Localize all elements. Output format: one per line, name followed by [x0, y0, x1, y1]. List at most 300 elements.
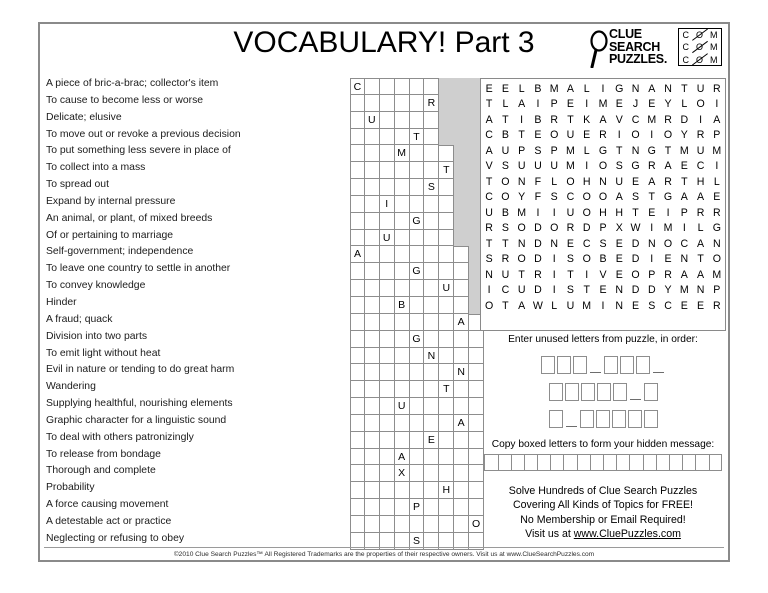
crossword-cell[interactable]	[395, 196, 410, 213]
word-search-letter[interactable]: T	[485, 175, 493, 188]
crossword-cell[interactable]	[410, 78, 425, 95]
word-search-letter[interactable]: O	[566, 175, 575, 188]
word-search-letter[interactable]: S	[566, 253, 574, 266]
crossword-cell[interactable]	[365, 432, 380, 449]
word-search-letter[interactable]: E	[680, 160, 688, 173]
crossword-cell[interactable]	[439, 516, 454, 533]
word-search-letter[interactable]: E	[566, 98, 574, 111]
word-search-letter[interactable]: I	[617, 129, 621, 142]
word-search-letter[interactable]: A	[713, 113, 721, 126]
crossword-cell[interactable]	[380, 381, 395, 398]
crossword-cell[interactable]	[424, 465, 439, 482]
crossword-cell[interactable]	[424, 78, 439, 95]
crossword-cell[interactable]	[424, 196, 439, 213]
word-search-letter[interactable]: W	[532, 299, 543, 312]
crossword-cell[interactable]	[454, 482, 469, 499]
word-search-letter[interactable]: E	[631, 175, 640, 188]
crossword-cell[interactable]: E	[424, 432, 439, 449]
crossword-cell[interactable]	[395, 78, 410, 95]
word-search-letter[interactable]: M	[663, 222, 673, 235]
word-search-letter[interactable]: E	[485, 82, 493, 95]
crossword-cell[interactable]	[380, 364, 395, 381]
word-search-letter[interactable]: T	[567, 268, 574, 281]
word-search-letter[interactable]: D	[647, 284, 656, 297]
crossword-cell[interactable]	[380, 246, 395, 263]
word-search-letter[interactable]: U	[566, 129, 575, 142]
crossword-cell[interactable]: N	[424, 348, 439, 365]
hidden-message-box[interactable]	[709, 454, 722, 471]
unused-letter-box-rows[interactable]	[480, 349, 726, 428]
crossword-cell[interactable]	[350, 381, 365, 398]
crossword-cell[interactable]	[380, 331, 395, 348]
word-search-letter[interactable]: U	[566, 299, 575, 312]
hidden-message-box[interactable]	[498, 454, 511, 471]
crossword-cell[interactable]	[350, 331, 365, 348]
crossword-cell[interactable]	[380, 95, 395, 112]
crossword-cell[interactable]	[350, 348, 365, 365]
word-search-letter[interactable]: F	[534, 191, 542, 204]
crossword-cell[interactable]	[350, 516, 365, 533]
word-search-letter[interactable]: I	[682, 222, 686, 235]
unused-letter-box[interactable]	[612, 410, 626, 428]
crossword-cell[interactable]	[395, 482, 410, 499]
crossword-cell[interactable]	[439, 145, 454, 162]
crossword-cell[interactable]	[350, 263, 365, 280]
crossword-cell[interactable]	[424, 516, 439, 533]
crossword-cell[interactable]: T	[439, 162, 454, 179]
word-search-letter[interactable]: R	[664, 268, 672, 281]
crossword-cell[interactable]: A	[350, 246, 365, 263]
word-search-letter[interactable]: W	[630, 222, 641, 235]
word-search-letter[interactable]: Y	[664, 98, 672, 111]
word-search-letter[interactable]: A	[697, 237, 705, 250]
word-search-letter[interactable]: L	[502, 98, 509, 111]
word-search-letter[interactable]: I	[601, 299, 605, 312]
crossword-cell[interactable]	[395, 348, 410, 365]
hidden-message-box[interactable]	[629, 454, 642, 471]
word-search-letter[interactable]: I	[585, 98, 589, 111]
word-search-letter[interactable]: O	[712, 253, 721, 266]
hidden-message-boxes[interactable]	[480, 454, 726, 471]
word-search-letter[interactable]: T	[502, 299, 509, 312]
word-search-letter[interactable]: A	[680, 191, 688, 204]
crossword-cell[interactable]	[350, 482, 365, 499]
crossword-cell[interactable]	[410, 297, 425, 314]
crossword-cell[interactable]	[439, 499, 454, 516]
word-search-letter[interactable]: R	[696, 206, 705, 219]
word-search-letter[interactable]: I	[715, 160, 719, 173]
crossword-cell[interactable]	[350, 415, 365, 432]
hidden-message-box[interactable]	[682, 454, 695, 471]
word-search-letter[interactable]: L	[518, 82, 525, 95]
word-search-letter[interactable]: C	[485, 129, 493, 142]
word-search-letter[interactable]: E	[664, 253, 672, 266]
word-search-letter[interactable]: M	[566, 160, 575, 173]
crossword-cell[interactable]	[365, 381, 380, 398]
crossword-cell[interactable]	[350, 230, 365, 247]
crossword-cell[interactable]	[365, 482, 380, 499]
crossword-cell[interactable]	[380, 465, 395, 482]
unused-letter-box[interactable]	[628, 410, 642, 428]
crossword-cell[interactable]: O	[469, 516, 484, 533]
crossword-cell[interactable]	[454, 432, 469, 449]
word-search-letter[interactable]: U	[501, 268, 510, 281]
word-search-letter[interactable]: I	[666, 206, 670, 219]
crossword-cell[interactable]	[410, 465, 425, 482]
word-search-letter[interactable]: O	[501, 175, 510, 188]
word-search-letter[interactable]: P	[550, 98, 558, 111]
crossword-cell[interactable]	[365, 129, 380, 146]
word-search-letter[interactable]: T	[664, 144, 672, 157]
hidden-message-box[interactable]	[643, 454, 656, 471]
unused-letter-box[interactable]	[613, 383, 627, 401]
word-search-letter[interactable]: T	[632, 206, 639, 219]
word-search-letter[interactable]: L	[551, 299, 558, 312]
crossword-cell[interactable]: R	[424, 95, 439, 112]
crossword-cell[interactable]	[365, 449, 380, 466]
word-search-letter[interactable]: L	[551, 175, 558, 188]
word-search-letter[interactable]: N	[485, 268, 493, 281]
crossword-cell[interactable]	[424, 162, 439, 179]
word-search-letter[interactable]: A	[599, 113, 607, 126]
word-search-letter[interactable]: L	[583, 82, 590, 95]
crossword-cell[interactable]	[380, 263, 395, 280]
crossword-cell[interactable]	[365, 348, 380, 365]
word-search-letter[interactable]: R	[534, 268, 542, 281]
crossword-cell[interactable]	[439, 449, 454, 466]
word-search-letter[interactable]: M	[679, 284, 689, 297]
word-search-letter[interactable]: O	[550, 222, 559, 235]
word-search-letter[interactable]: T	[567, 113, 574, 126]
word-search-letter[interactable]: D	[631, 284, 640, 297]
crossword-cell[interactable]	[424, 263, 439, 280]
word-search-letter[interactable]: T	[583, 284, 590, 297]
word-search-letter[interactable]: N	[664, 82, 672, 95]
crossword-cell[interactable]	[350, 129, 365, 146]
crossword-cell[interactable]	[439, 263, 454, 280]
unused-letter-box[interactable]	[596, 410, 610, 428]
word-search-letter[interactable]: N	[550, 237, 559, 250]
word-search-letter[interactable]: D	[631, 253, 640, 266]
word-search-letter[interactable]: R	[550, 113, 559, 126]
crossword-cell[interactable]	[395, 280, 410, 297]
crossword-cell[interactable]	[395, 129, 410, 146]
word-search-letter[interactable]: N	[599, 175, 607, 188]
word-search-letter[interactable]: I	[536, 206, 540, 219]
crossword-cell[interactable]	[424, 246, 439, 263]
word-search-letter[interactable]: A	[697, 268, 705, 281]
crossword-cell[interactable]	[410, 246, 425, 263]
crossword-cell[interactable]: U	[439, 280, 454, 297]
word-search-letter[interactable]: U	[534, 160, 542, 173]
word-search-letter[interactable]: N	[713, 237, 721, 250]
word-search-letter[interactable]: C	[501, 284, 510, 297]
crossword-cell[interactable]	[424, 398, 439, 415]
crossword-cell[interactable]	[380, 213, 395, 230]
crossword-cell[interactable]	[439, 364, 454, 381]
hidden-message-box[interactable]	[511, 454, 524, 471]
crossword-cell[interactable]	[365, 78, 380, 95]
word-search-letter[interactable]: O	[598, 191, 608, 204]
crossword-cell[interactable]	[454, 398, 469, 415]
word-search-letter[interactable]: M	[647, 113, 657, 126]
word-search-letter[interactable]: E	[631, 299, 640, 312]
word-search-letter[interactable]: I	[585, 160, 589, 173]
crossword-cell[interactable]	[365, 179, 380, 196]
word-search-letter[interactable]: A	[648, 82, 656, 95]
crossword-cell[interactable]	[395, 331, 410, 348]
word-search-letter[interactable]: I	[715, 98, 719, 111]
crossword-cell[interactable]	[454, 465, 469, 482]
word-search-letter[interactable]: U	[566, 206, 575, 219]
unused-letter-box[interactable]	[565, 383, 579, 401]
crossword-cell[interactable]	[350, 162, 365, 179]
crossword-cell[interactable]	[395, 230, 410, 247]
word-search-letter[interactable]: S	[615, 160, 623, 173]
word-search-letter[interactable]: E	[648, 98, 656, 111]
word-search-letter[interactable]: C	[631, 113, 640, 126]
word-search-letter[interactable]: I	[650, 129, 654, 142]
word-search-letter[interactable]: A	[648, 175, 656, 188]
hidden-message-box[interactable]	[669, 454, 682, 471]
word-search-letter[interactable]: H	[615, 206, 624, 219]
hidden-message-box[interactable]	[577, 454, 590, 471]
word-search-letter[interactable]: V	[599, 268, 607, 281]
word-search-letter[interactable]: E	[501, 82, 509, 95]
hidden-message-box[interactable]	[563, 454, 576, 471]
word-search-letter[interactable]: N	[696, 284, 705, 297]
hidden-message-box[interactable]	[656, 454, 669, 471]
unused-letter-box[interactable]	[620, 356, 634, 374]
word-search-letter[interactable]: E	[615, 268, 623, 281]
crossword-cell[interactable]: C	[350, 78, 365, 95]
unused-letter-box[interactable]	[644, 383, 658, 401]
word-search-letter[interactable]: E	[680, 299, 688, 312]
crossword-cell[interactable]	[439, 314, 454, 331]
crossword-cell[interactable]	[380, 112, 395, 129]
crossword-cell[interactable]	[439, 230, 454, 247]
word-search-letter[interactable]: F	[534, 175, 542, 188]
crossword-cell[interactable]	[380, 78, 395, 95]
word-search-letter[interactable]: B	[599, 253, 607, 266]
word-search-letter[interactable]: I	[601, 82, 605, 95]
word-search-letter[interactable]: I	[552, 206, 556, 219]
crossword-cell[interactable]	[350, 297, 365, 314]
word-search-letter[interactable]: C	[664, 299, 672, 312]
crossword-cell[interactable]	[410, 482, 425, 499]
word-search-letter[interactable]: U	[696, 82, 705, 95]
crossword-cell[interactable]	[395, 112, 410, 129]
word-search-letter[interactable]: R	[713, 82, 721, 95]
word-search-letter[interactable]: V	[615, 113, 623, 126]
word-search-letter[interactable]: N	[615, 299, 624, 312]
crossword-cell[interactable]: U	[395, 398, 410, 415]
crossword-cell[interactable]	[410, 432, 425, 449]
word-search-letter[interactable]: A	[518, 98, 526, 111]
word-search-letter[interactable]: C	[696, 160, 705, 173]
hidden-message-box[interactable]	[695, 454, 708, 471]
crossword-cell[interactable]	[380, 162, 395, 179]
crossword-cell[interactable]	[350, 465, 365, 482]
crossword-cell[interactable]	[350, 449, 365, 466]
word-search-letter[interactable]: E	[615, 98, 623, 111]
unused-letter-box[interactable]	[549, 410, 563, 428]
word-search-letter[interactable]: T	[681, 82, 688, 95]
crossword-cell[interactable]	[350, 280, 365, 297]
crossword-cell[interactable]	[365, 145, 380, 162]
word-search-letter[interactable]: L	[681, 98, 688, 111]
word-search-letter[interactable]: R	[696, 129, 705, 142]
crossword-cell[interactable]	[380, 297, 395, 314]
word-search-letter[interactable]: S	[534, 144, 542, 157]
word-search-letter[interactable]: H	[582, 175, 591, 188]
word-search-letter[interactable]: N	[517, 237, 526, 250]
crossword-cell[interactable]	[454, 449, 469, 466]
word-search-letter[interactable]: L	[697, 222, 704, 235]
crossword-cell[interactable]	[424, 314, 439, 331]
crossword-cell[interactable]	[424, 297, 439, 314]
word-search-letter[interactable]: A	[664, 160, 672, 173]
crossword-cell[interactable]	[395, 432, 410, 449]
crossword-cell[interactable]	[424, 145, 439, 162]
word-search-letter[interactable]: O	[663, 129, 673, 142]
unused-letter-box[interactable]	[597, 383, 611, 401]
word-search-letter[interactable]: E	[599, 284, 607, 297]
crossword-cell[interactable]	[454, 263, 469, 280]
unused-letter-box[interactable]	[581, 383, 595, 401]
crossword-cell[interactable]	[350, 398, 365, 415]
word-search-letter[interactable]: A	[566, 82, 574, 95]
crossword-cell[interactable]	[410, 381, 425, 398]
word-search-letter[interactable]: K	[583, 113, 591, 126]
crossword-cell[interactable]	[410, 112, 425, 129]
crossword-cell[interactable]: A	[454, 314, 469, 331]
word-search-letter[interactable]: I	[520, 113, 524, 126]
word-search-letter[interactable]: C	[485, 191, 493, 204]
word-search-letter[interactable]: T	[681, 175, 688, 188]
crossword-cell[interactable]	[350, 179, 365, 196]
crossword-cell[interactable]	[439, 196, 454, 213]
crossword-cell[interactable]	[454, 331, 469, 348]
crossword-cell[interactable]	[410, 196, 425, 213]
hidden-message-box[interactable]	[590, 454, 603, 471]
promo-website-link[interactable]: www.CluePuzzles.com	[573, 528, 681, 541]
hidden-message-box[interactable]	[616, 454, 629, 471]
crossword-cell[interactable]	[350, 499, 365, 516]
crossword-cell[interactable]	[424, 280, 439, 297]
word-search-letter[interactable]: T	[697, 253, 704, 266]
word-search-letter[interactable]: C	[582, 237, 591, 250]
word-search-letter[interactable]: U	[501, 144, 510, 157]
crossword-cell[interactable]	[410, 95, 425, 112]
word-search-letter[interactable]: Y	[518, 191, 526, 204]
crossword-cell[interactable]	[395, 95, 410, 112]
crossword-cell[interactable]: G	[410, 263, 425, 280]
crossword-cell[interactable]	[380, 415, 395, 432]
crossword-cell[interactable]	[395, 381, 410, 398]
word-search-letter[interactable]: O	[631, 129, 640, 142]
crossword-cell[interactable]	[439, 246, 454, 263]
crossword-cell[interactable]	[380, 516, 395, 533]
crossword-cell[interactable]	[424, 213, 439, 230]
word-search-letter[interactable]: P	[518, 144, 526, 157]
word-search-letter[interactable]: E	[648, 206, 656, 219]
crossword-cell[interactable]	[395, 314, 410, 331]
word-search-letter[interactable]: M	[712, 268, 722, 281]
crossword-cell[interactable]	[380, 280, 395, 297]
word-search-letter[interactable]: O	[517, 222, 526, 235]
word-search-letter[interactable]: I	[650, 222, 654, 235]
crossword-cell[interactable]	[350, 196, 365, 213]
word-search-letter[interactable]: I	[699, 113, 703, 126]
unused-letter-box[interactable]	[549, 383, 563, 401]
crossword-cell[interactable]: S	[410, 533, 425, 550]
crossword-cell[interactable]: P	[410, 499, 425, 516]
crossword-cell[interactable]: A	[454, 415, 469, 432]
word-search-letter[interactable]: U	[517, 160, 526, 173]
word-search-letter[interactable]: U	[615, 175, 624, 188]
crossword-cell[interactable]	[365, 162, 380, 179]
crossword-cell[interactable]: X	[395, 465, 410, 482]
word-search-letter[interactable]: E	[583, 129, 591, 142]
crossword-cell[interactable]	[365, 213, 380, 230]
crossword-cell[interactable]	[439, 465, 454, 482]
word-search-letter[interactable]: T	[485, 237, 493, 250]
word-search-letter[interactable]: R	[713, 299, 721, 312]
crossword-cell[interactable]	[454, 246, 469, 263]
crossword-cell[interactable]: T	[410, 129, 425, 146]
word-search-letter[interactable]: D	[582, 222, 591, 235]
crossword-cell[interactable]	[454, 297, 469, 314]
crossword-cell[interactable]	[410, 145, 425, 162]
crossword-cell[interactable]	[395, 364, 410, 381]
crossword-cell[interactable]	[424, 482, 439, 499]
crossword-cell[interactable]	[350, 95, 365, 112]
word-search-letter[interactable]: P	[713, 129, 721, 142]
crossword-cell[interactable]	[424, 230, 439, 247]
crossword-cell[interactable]	[350, 112, 365, 129]
crossword-cell[interactable]	[365, 196, 380, 213]
crossword-cell[interactable]	[395, 213, 410, 230]
crossword-cell[interactable]	[365, 297, 380, 314]
crossword-cell[interactable]	[365, 364, 380, 381]
crossword-cell[interactable]	[380, 482, 395, 499]
word-search-letter[interactable]: B	[501, 206, 509, 219]
word-search-letter[interactable]: M	[598, 98, 608, 111]
crossword-cell[interactable]	[410, 398, 425, 415]
word-search-letter[interactable]: T	[502, 237, 509, 250]
crossword-cell[interactable]	[439, 297, 454, 314]
crossword-cell[interactable]	[454, 348, 469, 365]
hidden-message-box[interactable]	[537, 454, 550, 471]
crossword-cell[interactable]	[365, 465, 380, 482]
word-search-letter[interactable]: P	[599, 222, 607, 235]
word-search-letter[interactable]: E	[566, 237, 574, 250]
word-search-letter[interactable]: E	[713, 191, 721, 204]
word-search-letter[interactable]: I	[552, 268, 556, 281]
word-search-letter[interactable]: P	[550, 144, 558, 157]
word-search-letter[interactable]: O	[582, 206, 591, 219]
word-search-letter[interactable]: O	[598, 160, 608, 173]
word-search-letter[interactable]: M	[566, 144, 575, 157]
word-search-letter[interactable]: A	[518, 299, 526, 312]
word-search-letter[interactable]: M	[549, 82, 559, 95]
word-search-letter[interactable]: U	[485, 206, 493, 219]
word-search-letter[interactable]: G	[631, 160, 640, 173]
word-search-letter[interactable]: I	[585, 268, 589, 281]
crossword-cell[interactable]: G	[410, 213, 425, 230]
crossword-cell[interactable]	[365, 230, 380, 247]
